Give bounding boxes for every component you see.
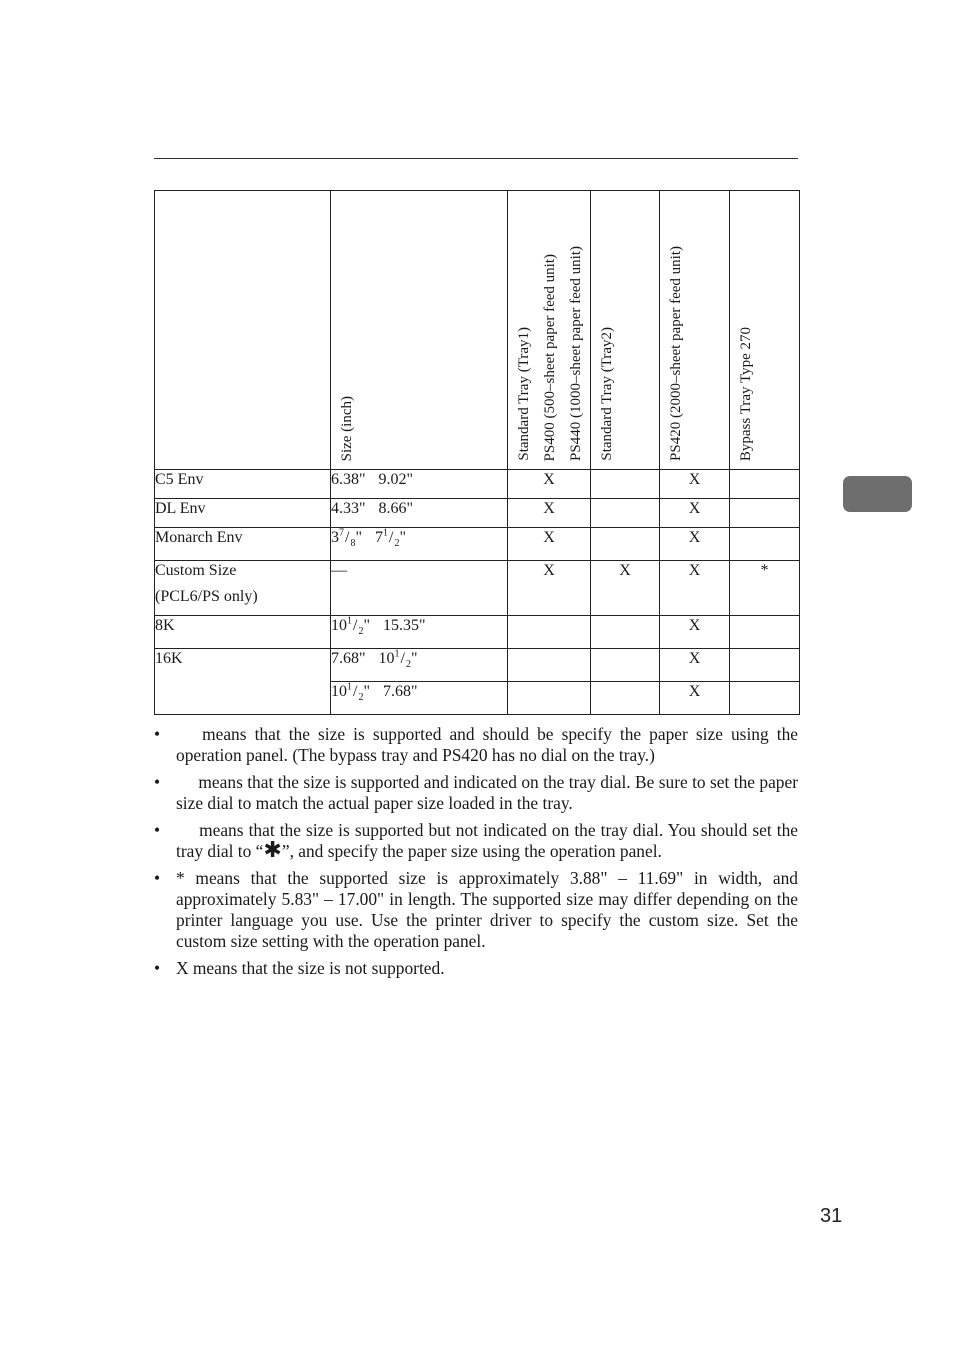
paper-name: C5 Env <box>155 470 331 499</box>
paper-size-table <box>154 190 800 715</box>
mark-bypass <box>730 682 800 715</box>
bullet: • <box>154 820 161 840</box>
table-row <box>155 649 800 682</box>
mark-ps420: X <box>660 499 730 528</box>
paper-name: 16K <box>155 649 331 715</box>
bullet: • <box>154 724 161 744</box>
mark-tray2 <box>591 499 660 528</box>
mark-tray1: X <box>508 499 591 528</box>
paper-name: DL Env <box>155 499 331 528</box>
mark-ps420: X <box>660 561 730 616</box>
mark-bypass <box>730 649 800 682</box>
mark-bypass <box>730 499 800 528</box>
bullet: • <box>154 958 161 978</box>
mark-tray2 <box>591 528 660 561</box>
bullet: • <box>154 772 161 792</box>
paper-name: 8K <box>155 616 331 649</box>
mark-tray1: X <box>508 470 591 499</box>
paper-size: 7.68" $10^1/_2$" <box>331 649 508 682</box>
mark-tray2 <box>591 470 660 499</box>
mark-tray2 <box>591 649 660 682</box>
asterisk-icon: ✱ <box>263 838 282 863</box>
mark-tray1 <box>508 649 591 682</box>
bullet: • <box>154 868 161 888</box>
header-ps420: PS420 (2000–sheet paper feed unit) <box>660 191 730 470</box>
header-tray1-ps400: PS400 (500–sheet paper feed unit) <box>542 253 558 461</box>
paper-size: — <box>331 561 508 616</box>
note-item: • means that the size is supported and indicated on the tray dial. Be sure to set the paper size dial to match the actual paper size loaded in the tray. <box>154 772 798 813</box>
note-item: • means that the size is supported and should be specify the paper size using the operation panel. (The bypass tray and PS420 has no dial on the tray.) <box>154 724 798 765</box>
table-row <box>155 528 800 561</box>
mark-tray1 <box>508 616 591 649</box>
mark-ps420: X <box>660 470 730 499</box>
header-tray1-standard: Standard Tray (Tray1) <box>516 327 532 461</box>
paper-size: 6.38" 9.02" <box>331 470 508 499</box>
paper-size: $10^1/_2$" 15.35" <box>331 616 508 649</box>
page-number: 31 <box>820 1205 843 1227</box>
header-tray1 <box>508 191 591 470</box>
mark-bypass: * <box>730 561 800 616</box>
table-row <box>155 470 800 499</box>
mark-ps420: X <box>660 682 730 715</box>
mark-ps420: X <box>660 649 730 682</box>
note-item: • X means that the size is not supported. <box>154 958 445 978</box>
table-row <box>155 561 800 616</box>
mark-tray1: X <box>508 561 591 616</box>
table-row <box>155 499 800 528</box>
header-tray1-ps440: PS440 (1000–sheet paper feed unit) <box>568 246 584 461</box>
mark-ps420: X <box>660 616 730 649</box>
mark-bypass <box>730 616 800 649</box>
table-row <box>155 616 800 649</box>
mark-bypass <box>730 528 800 561</box>
header-size: Size (inch) <box>331 191 508 470</box>
header-rule <box>154 158 798 159</box>
header-paper-name <box>155 191 331 470</box>
mark-tray2 <box>591 682 660 715</box>
mark-ps420: X <box>660 528 730 561</box>
mark-tray2 <box>591 616 660 649</box>
note-item: • * means that the supported size is approximately 3.88" – 11.69" in width, and approximately 5.83" – 17.00" in length. The supported size may differ depending on the printer language you use. Use the printer driver to specify the custom size. Set the custom size setting with the operation panel. <box>154 868 798 951</box>
note-item: • means that the size is supported but not indicated on the tray dial. You should set the tray dial to “✱”, and specify the paper size using the operation panel. <box>154 820 798 863</box>
table-header-row <box>155 191 800 470</box>
paper-size: 4.33" 8.66" <box>331 499 508 528</box>
paper-size: $3^7/_8$" $7^1/_2$" <box>331 528 508 561</box>
mark-tray1: X <box>508 528 591 561</box>
chapter-tab-marker <box>843 476 912 512</box>
mark-tray2: X <box>591 561 660 616</box>
paper-name: Custom Size (PCL6/PS only) <box>155 561 331 616</box>
legend-notes <box>154 724 798 985</box>
paper-size: $10^1/_2$" 7.68" <box>331 682 508 715</box>
header-bypass: Bypass Tray Type 270 <box>730 191 800 470</box>
header-tray2: Standard Tray (Tray2) <box>591 191 660 470</box>
mark-tray1 <box>508 682 591 715</box>
mark-bypass <box>730 470 800 499</box>
paper-name: Monarch Env <box>155 528 331 561</box>
